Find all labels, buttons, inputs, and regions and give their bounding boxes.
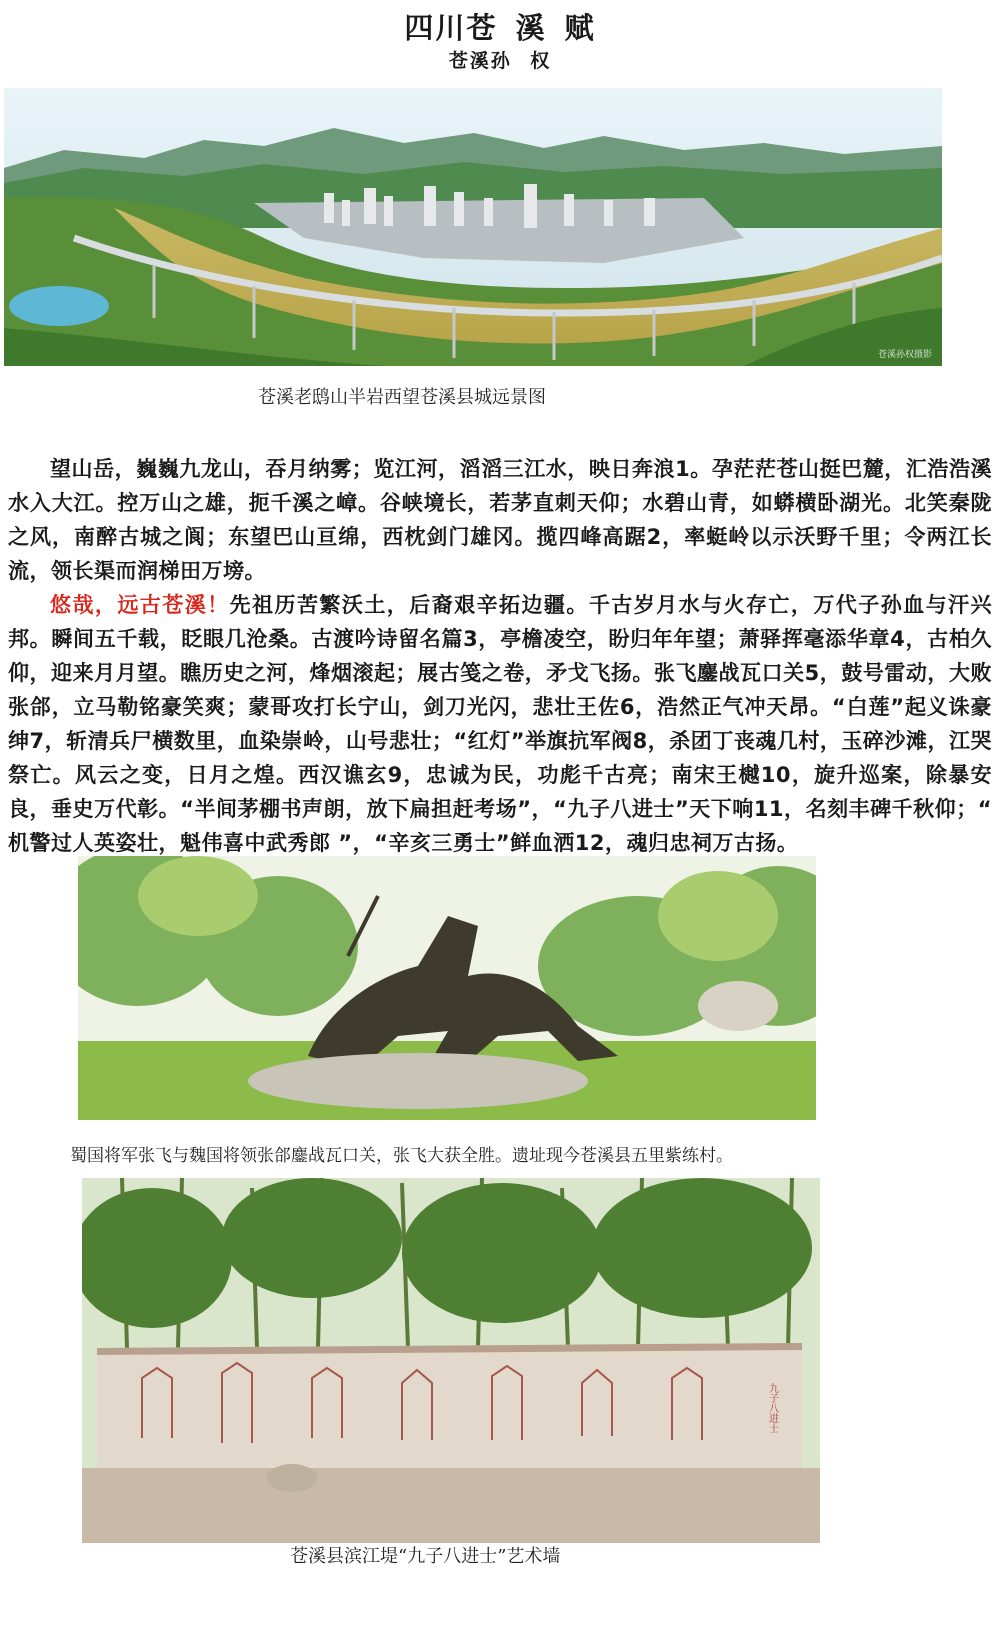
mural-caption: 苍溪县滨江堤“九子八进士”艺术墙 [290,1546,561,1567]
panorama-caption: 苍溪老鸱山半岩西望苍溪县城远景图 [258,387,546,408]
poem-highlight: 悠哉，远古苍溪！ [50,593,230,617]
poem-author: 苍溪孙 权 [448,50,552,72]
poem-paragraph-2-text: 先祖历苦繁沃土，后裔艰辛拓边疆。千古岁月水与火存亡，万代子孙血与汗兴邦。瞬间五千载，眨眼几沧桑。古渡吟诗留名篇3，亭檐凌空，盼归年年望；萧驿挥毫添华章4，古柏久仰，迎来月月望。瞧历史之河，烽烟滚起；展古笺之卷，矛戈飞扬。张飞鏖战瓦口关5，鼓号雷动，大败张郃，立马勒铭豪笑爽；蒙哥攻打长宁山，剑刀光闪，悲壮王佐6，浩然正气冲天昂。“白莲”起义诛豪绅7，斩清兵尸横数里，血染崇岭，山号悲壮；“红灯”举旗抗军阀8，杀团丁丧魂几村，玉碎沙滩，江哭祭亡。风云之变，日月之煌。西汉谯玄9，忠诚为民，功彪千古亮；南宋王樾10，旋升巡案，除暴安良，垂史万代彰。“半间茅棚书声朗，放下扁担赶考场”，“九子八进士”天下响11，名刻丰碑千秋仰；“ 机警过人英姿壮，魁伟喜中武秀郎 ”，“辛亥三勇士”鲜血洒12，魂归忠祠万古扬。 [8,593,992,855]
statue-caption: 蜀国将军张飞与魏国将领张郃鏖战瓦口关，张飞大获全胜。遗址现今苍溪县五里紫练村。 [70,1146,733,1166]
zhangfei-statue-photo [78,856,816,1120]
mural-inscription: 九子八进士 [766,1383,778,1433]
poem-paragraph-1: 望山岳，巍巍九龙山，吞月纳雾；览江河，滔滔三江水，映日奔浪1。孕茫茫苍山挺巴麓，汇浩浩溪水入大江。控万山之雄，扼千溪之嶂。谷峡境长，若茅直刺天仰；水碧山青，如蟒横卧湖光。北笑秦陇之风，南醉古城之阆；东望巴山亘绵，西枕剑门雄冈。揽四峰高踞2，率蜓岭以示沃野千里；令两江长流，领长渠而润梯田万塝。 [8,457,992,583]
mural-wall-photo [82,1178,820,1543]
poem-body [8,452,992,860]
panorama-photo [4,88,942,366]
poem-title: 四川苍 溪 赋 [404,11,596,45]
photo-watermark: 苍溪孙权摄影 [877,350,932,360]
poem-paragraph-2 [8,588,992,860]
